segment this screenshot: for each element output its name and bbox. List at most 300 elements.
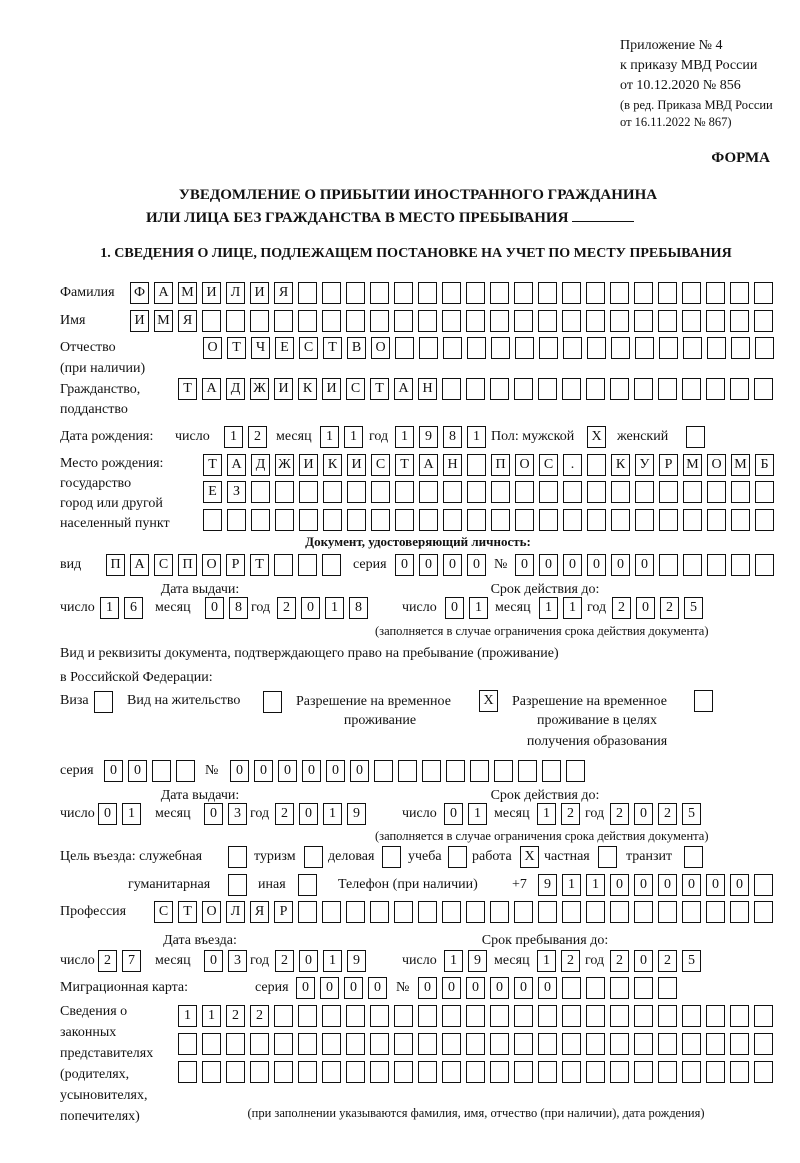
char-cell[interactable]	[274, 1033, 293, 1055]
char-cell[interactable]	[658, 1061, 677, 1083]
char-cell[interactable]	[586, 1061, 605, 1083]
char-cell[interactable]: 0	[326, 760, 345, 782]
char-cell[interactable]	[755, 554, 774, 576]
char-cell[interactable]: 0	[443, 554, 462, 576]
char-cell[interactable]	[490, 901, 509, 923]
birthplace-row-2[interactable]	[203, 481, 779, 503]
char-cell[interactable]: И	[274, 378, 293, 400]
checkbox-cell[interactable]	[686, 426, 705, 448]
char-cell[interactable]	[562, 1005, 581, 1027]
char-cell[interactable]	[658, 977, 677, 999]
char-cell[interactable]	[754, 1005, 773, 1027]
char-cell[interactable]	[466, 1005, 485, 1027]
char-cell[interactable]: О	[202, 901, 221, 923]
char-cell[interactable]: 1	[586, 874, 605, 896]
char-cell[interactable]	[346, 1033, 365, 1055]
char-cell[interactable]	[610, 310, 629, 332]
char-cell[interactable]	[346, 901, 365, 923]
residence-issue-year-field[interactable]	[275, 803, 371, 825]
char-cell[interactable]	[539, 337, 558, 359]
char-cell[interactable]	[610, 1005, 629, 1027]
char-cell[interactable]	[470, 760, 489, 782]
char-cell[interactable]: 0	[350, 760, 369, 782]
char-cell[interactable]: 2	[561, 950, 580, 972]
birth-day-field[interactable]	[224, 426, 272, 448]
char-cell[interactable]	[562, 310, 581, 332]
char-cell[interactable]	[731, 509, 750, 531]
char-cell[interactable]	[251, 509, 270, 531]
residence-issue-day-field[interactable]	[98, 803, 146, 825]
char-cell[interactable]	[346, 310, 365, 332]
char-cell[interactable]: Д	[251, 454, 270, 476]
char-cell[interactable]: 2	[610, 803, 629, 825]
char-cell[interactable]	[490, 1005, 509, 1027]
char-cell[interactable]	[587, 337, 606, 359]
char-cell[interactable]: 0	[98, 803, 117, 825]
char-cell[interactable]: С	[154, 554, 173, 576]
char-cell[interactable]: 2	[226, 1005, 245, 1027]
residence-valid-year-field[interactable]	[610, 803, 706, 825]
char-cell[interactable]: 0	[419, 554, 438, 576]
char-cell[interactable]	[443, 509, 462, 531]
char-cell[interactable]	[610, 1033, 629, 1055]
phone-field[interactable]	[538, 874, 778, 896]
char-cell[interactable]: 0	[444, 803, 463, 825]
char-cell[interactable]	[346, 282, 365, 304]
char-cell[interactable]	[394, 310, 413, 332]
char-cell[interactable]	[467, 454, 486, 476]
char-cell[interactable]: 1	[537, 950, 556, 972]
char-cell[interactable]	[563, 337, 582, 359]
residence-number-field[interactable]	[230, 760, 590, 782]
char-cell[interactable]	[611, 337, 630, 359]
char-cell[interactable]	[370, 310, 389, 332]
char-cell[interactable]	[298, 901, 317, 923]
char-cell[interactable]: Я	[274, 282, 293, 304]
char-cell[interactable]: 9	[538, 874, 557, 896]
char-cell[interactable]: 0	[634, 950, 653, 972]
char-cell[interactable]	[586, 310, 605, 332]
char-cell[interactable]	[419, 509, 438, 531]
char-cell[interactable]: 2	[658, 803, 677, 825]
char-cell[interactable]	[442, 901, 461, 923]
checkbox-cell[interactable]	[694, 690, 713, 712]
char-cell[interactable]: 0	[302, 760, 321, 782]
char-cell[interactable]: 1	[469, 597, 488, 619]
char-cell[interactable]: 8	[349, 597, 368, 619]
char-cell[interactable]	[514, 310, 533, 332]
char-cell[interactable]	[730, 1033, 749, 1055]
char-cell[interactable]	[754, 901, 773, 923]
id-valid-month-field[interactable]	[539, 597, 587, 619]
char-cell[interactable]	[250, 1033, 269, 1055]
char-cell[interactable]: П	[106, 554, 125, 576]
char-cell[interactable]: 0	[490, 977, 509, 999]
char-cell[interactable]	[538, 1061, 557, 1083]
char-cell[interactable]: Н	[443, 454, 462, 476]
char-cell[interactable]: 9	[419, 426, 438, 448]
char-cell[interactable]: 0	[634, 803, 653, 825]
char-cell[interactable]	[442, 1061, 461, 1083]
char-cell[interactable]	[514, 1061, 533, 1083]
char-cell[interactable]: И	[202, 282, 221, 304]
char-cell[interactable]: Т	[323, 337, 342, 359]
char-cell[interactable]: 1	[344, 426, 363, 448]
char-cell[interactable]: С	[346, 378, 365, 400]
birthplace-row-1[interactable]	[203, 454, 779, 476]
char-cell[interactable]	[518, 760, 537, 782]
char-cell[interactable]	[394, 1061, 413, 1083]
char-cell[interactable]	[371, 509, 390, 531]
char-cell[interactable]	[298, 1033, 317, 1055]
char-cell[interactable]	[586, 901, 605, 923]
char-cell[interactable]	[466, 310, 485, 332]
char-cell[interactable]	[610, 901, 629, 923]
char-cell[interactable]	[658, 901, 677, 923]
char-cell[interactable]	[299, 481, 318, 503]
char-cell[interactable]: 2	[561, 803, 580, 825]
checkbox-cell[interactable]	[263, 691, 282, 713]
char-cell[interactable]	[298, 282, 317, 304]
char-cell[interactable]	[274, 1005, 293, 1027]
char-cell[interactable]	[707, 337, 726, 359]
char-cell[interactable]: Т	[178, 378, 197, 400]
char-cell[interactable]: 1	[224, 426, 243, 448]
char-cell[interactable]: К	[611, 454, 630, 476]
char-cell[interactable]: 1	[467, 426, 486, 448]
char-cell[interactable]: 5	[682, 950, 701, 972]
char-cell[interactable]	[658, 282, 677, 304]
char-cell[interactable]: К	[323, 454, 342, 476]
id-series-field[interactable]	[395, 554, 491, 576]
purpose-humanitarian-checkbox[interactable]	[228, 874, 252, 896]
char-cell[interactable]	[683, 554, 702, 576]
char-cell[interactable]: 2	[98, 950, 117, 972]
char-cell[interactable]: 0	[230, 760, 249, 782]
char-cell[interactable]: 0	[418, 977, 437, 999]
char-cell[interactable]	[226, 1033, 245, 1055]
char-cell[interactable]	[274, 554, 293, 576]
char-cell[interactable]	[298, 554, 317, 576]
char-cell[interactable]	[395, 509, 414, 531]
char-cell[interactable]	[226, 310, 245, 332]
char-cell[interactable]	[706, 1033, 725, 1055]
char-cell[interactable]	[394, 901, 413, 923]
char-cell[interactable]	[466, 1061, 485, 1083]
char-cell[interactable]	[563, 481, 582, 503]
char-cell[interactable]	[538, 901, 557, 923]
id-issue-year-field[interactable]	[277, 597, 373, 619]
char-cell[interactable]	[754, 310, 773, 332]
char-cell[interactable]: О	[202, 554, 221, 576]
char-cell[interactable]: 1	[395, 426, 414, 448]
residence-issue-month-field[interactable]	[204, 803, 252, 825]
char-cell[interactable]: 0	[538, 977, 557, 999]
char-cell[interactable]	[659, 554, 678, 576]
char-cell[interactable]	[635, 509, 654, 531]
char-cell[interactable]: Т	[395, 454, 414, 476]
stay-day-field[interactable]	[444, 950, 492, 972]
char-cell[interactable]	[466, 901, 485, 923]
char-cell[interactable]	[634, 1061, 653, 1083]
char-cell[interactable]: 3	[228, 803, 247, 825]
char-cell[interactable]	[322, 1005, 341, 1027]
char-cell[interactable]: 2	[658, 950, 677, 972]
char-cell[interactable]: 1	[202, 1005, 221, 1027]
char-cell[interactable]: 5	[684, 597, 703, 619]
char-cell[interactable]	[683, 481, 702, 503]
char-cell[interactable]	[374, 760, 393, 782]
id-valid-day-field[interactable]	[445, 597, 493, 619]
checkbox-cell[interactable]	[94, 691, 113, 713]
char-cell[interactable]: У	[635, 454, 654, 476]
char-cell[interactable]: Л	[226, 282, 245, 304]
char-cell[interactable]: 0	[634, 874, 653, 896]
char-cell[interactable]: А	[130, 554, 149, 576]
char-cell[interactable]	[418, 1033, 437, 1055]
char-cell[interactable]: 0	[563, 554, 582, 576]
char-cell[interactable]: Ф	[130, 282, 149, 304]
purpose-private-checkbox[interactable]	[598, 846, 622, 868]
char-cell[interactable]	[370, 1033, 389, 1055]
char-cell[interactable]	[371, 481, 390, 503]
char-cell[interactable]	[683, 337, 702, 359]
char-cell[interactable]: 6	[124, 597, 143, 619]
char-cell[interactable]	[395, 337, 414, 359]
char-cell[interactable]: 0	[466, 977, 485, 999]
char-cell[interactable]	[227, 509, 246, 531]
char-cell[interactable]: 9	[468, 950, 487, 972]
char-cell[interactable]: М	[731, 454, 750, 476]
char-cell[interactable]	[490, 1061, 509, 1083]
char-cell[interactable]	[682, 310, 701, 332]
birth-month-field[interactable]	[320, 426, 368, 448]
char-cell[interactable]	[755, 337, 774, 359]
char-cell[interactable]	[323, 509, 342, 531]
char-cell[interactable]	[682, 282, 701, 304]
char-cell[interactable]	[494, 760, 513, 782]
char-cell[interactable]	[587, 481, 606, 503]
char-cell[interactable]	[659, 337, 678, 359]
char-cell[interactable]	[275, 481, 294, 503]
id-number-field[interactable]	[515, 554, 779, 576]
char-cell[interactable]	[754, 1061, 773, 1083]
char-cell[interactable]: С	[371, 454, 390, 476]
char-cell[interactable]: А	[227, 454, 246, 476]
char-cell[interactable]	[515, 509, 534, 531]
char-cell[interactable]: 2	[277, 597, 296, 619]
char-cell[interactable]	[299, 509, 318, 531]
char-cell[interactable]: А	[202, 378, 221, 400]
char-cell[interactable]	[398, 760, 417, 782]
char-cell[interactable]: Л	[226, 901, 245, 923]
char-cell[interactable]: .	[563, 454, 582, 476]
char-cell[interactable]: 1	[325, 597, 344, 619]
char-cell[interactable]	[514, 1005, 533, 1027]
char-cell[interactable]	[634, 1033, 653, 1055]
char-cell[interactable]: 0	[514, 977, 533, 999]
char-cell[interactable]	[322, 1033, 341, 1055]
char-cell[interactable]	[586, 977, 605, 999]
char-cell[interactable]	[586, 378, 605, 400]
char-cell[interactable]	[394, 1005, 413, 1027]
char-cell[interactable]	[706, 282, 725, 304]
char-cell[interactable]	[706, 1005, 725, 1027]
representatives-row-2[interactable]	[178, 1033, 778, 1055]
char-cell[interactable]	[443, 337, 462, 359]
checkbox-cell[interactable]: X	[479, 690, 498, 712]
char-cell[interactable]	[419, 337, 438, 359]
purpose-study-checkbox[interactable]	[448, 846, 472, 868]
residence-series-field[interactable]	[104, 760, 200, 782]
char-cell[interactable]: Ж	[250, 378, 269, 400]
purpose-business-checkbox[interactable]	[382, 846, 406, 868]
char-cell[interactable]	[634, 378, 653, 400]
char-cell[interactable]: В	[347, 337, 366, 359]
char-cell[interactable]: 0	[730, 874, 749, 896]
stay-year-field[interactable]	[610, 950, 706, 972]
char-cell[interactable]: 9	[347, 950, 366, 972]
char-cell[interactable]	[539, 509, 558, 531]
char-cell[interactable]	[515, 481, 534, 503]
char-cell[interactable]: Р	[226, 554, 245, 576]
char-cell[interactable]	[490, 378, 509, 400]
char-cell[interactable]	[706, 901, 725, 923]
char-cell[interactable]: Е	[275, 337, 294, 359]
sex-male-checkbox[interactable]	[587, 426, 611, 448]
char-cell[interactable]: Т	[178, 901, 197, 923]
char-cell[interactable]	[250, 310, 269, 332]
char-cell[interactable]: С	[299, 337, 318, 359]
migration-number-field[interactable]	[418, 977, 682, 999]
id-issue-month-field[interactable]	[205, 597, 253, 619]
char-cell[interactable]	[490, 310, 509, 332]
title-blank-line[interactable]	[572, 207, 634, 222]
char-cell[interactable]	[586, 282, 605, 304]
temp-permit-checkbox[interactable]	[479, 690, 503, 712]
char-cell[interactable]	[634, 310, 653, 332]
char-cell[interactable]: З	[227, 481, 246, 503]
name-field[interactable]	[130, 310, 778, 332]
char-cell[interactable]: 0	[706, 874, 725, 896]
char-cell[interactable]: И	[299, 454, 318, 476]
char-cell[interactable]	[322, 1061, 341, 1083]
char-cell[interactable]	[466, 1033, 485, 1055]
char-cell[interactable]	[730, 901, 749, 923]
char-cell[interactable]	[202, 1061, 221, 1083]
char-cell[interactable]: 2	[275, 950, 294, 972]
char-cell[interactable]: 0	[204, 950, 223, 972]
char-cell[interactable]	[514, 378, 533, 400]
char-cell[interactable]: 0	[204, 803, 223, 825]
char-cell[interactable]: 1	[537, 803, 556, 825]
char-cell[interactable]: Р	[274, 901, 293, 923]
char-cell[interactable]	[562, 282, 581, 304]
char-cell[interactable]	[515, 337, 534, 359]
char-cell[interactable]	[731, 337, 750, 359]
entry-month-field[interactable]	[204, 950, 252, 972]
char-cell[interactable]	[706, 310, 725, 332]
char-cell[interactable]	[682, 378, 701, 400]
char-cell[interactable]: 0	[587, 554, 606, 576]
char-cell[interactable]	[562, 1061, 581, 1083]
char-cell[interactable]	[707, 509, 726, 531]
char-cell[interactable]	[491, 509, 510, 531]
char-cell[interactable]: 0	[658, 874, 677, 896]
char-cell[interactable]	[422, 760, 441, 782]
char-cell[interactable]: 1	[323, 803, 342, 825]
purpose-official-checkbox[interactable]	[228, 846, 252, 868]
id-issue-day-field[interactable]	[100, 597, 148, 619]
char-cell[interactable]: С	[154, 901, 173, 923]
char-cell[interactable]	[298, 1061, 317, 1083]
char-cell[interactable]: 2	[660, 597, 679, 619]
char-cell[interactable]	[659, 481, 678, 503]
char-cell[interactable]	[635, 481, 654, 503]
char-cell[interactable]	[203, 509, 222, 531]
char-cell[interactable]	[658, 310, 677, 332]
char-cell[interactable]: И	[130, 310, 149, 332]
char-cell[interactable]: 1	[539, 597, 558, 619]
checkbox-cell[interactable]	[298, 874, 317, 896]
char-cell[interactable]: 0	[395, 554, 414, 576]
char-cell[interactable]	[514, 901, 533, 923]
char-cell[interactable]	[682, 1033, 701, 1055]
char-cell[interactable]	[730, 310, 749, 332]
char-cell[interactable]	[562, 1033, 581, 1055]
char-cell[interactable]	[298, 310, 317, 332]
checkbox-cell[interactable]	[684, 846, 703, 868]
char-cell[interactable]: Ж	[275, 454, 294, 476]
char-cell[interactable]: 0	[467, 554, 486, 576]
char-cell[interactable]	[395, 481, 414, 503]
char-cell[interactable]	[323, 481, 342, 503]
char-cell[interactable]	[322, 310, 341, 332]
checkbox-cell[interactable]	[598, 846, 617, 868]
char-cell[interactable]	[514, 282, 533, 304]
residence-permit-checkbox[interactable]	[263, 691, 287, 713]
char-cell[interactable]	[587, 509, 606, 531]
char-cell[interactable]: 5	[682, 803, 701, 825]
char-cell[interactable]	[634, 282, 653, 304]
char-cell[interactable]	[418, 901, 437, 923]
char-cell[interactable]: 0	[299, 950, 318, 972]
checkbox-cell[interactable]: X	[520, 846, 539, 868]
char-cell[interactable]	[538, 1005, 557, 1027]
char-cell[interactable]: 1	[122, 803, 141, 825]
char-cell[interactable]	[176, 760, 195, 782]
char-cell[interactable]: О	[371, 337, 390, 359]
char-cell[interactable]	[446, 760, 465, 782]
char-cell[interactable]	[490, 282, 509, 304]
char-cell[interactable]	[754, 1033, 773, 1055]
char-cell[interactable]	[755, 509, 774, 531]
char-cell[interactable]: И	[250, 282, 269, 304]
char-cell[interactable]: 0	[445, 597, 464, 619]
char-cell[interactable]	[730, 282, 749, 304]
char-cell[interactable]: 8	[443, 426, 462, 448]
char-cell[interactable]: Я	[250, 901, 269, 923]
char-cell[interactable]: 1	[468, 803, 487, 825]
char-cell[interactable]	[275, 509, 294, 531]
char-cell[interactable]	[394, 1033, 413, 1055]
char-cell[interactable]	[754, 874, 773, 896]
char-cell[interactable]	[418, 310, 437, 332]
char-cell[interactable]: 0	[344, 977, 363, 999]
char-cell[interactable]	[754, 282, 773, 304]
char-cell[interactable]: 0	[635, 554, 654, 576]
char-cell[interactable]	[322, 554, 341, 576]
